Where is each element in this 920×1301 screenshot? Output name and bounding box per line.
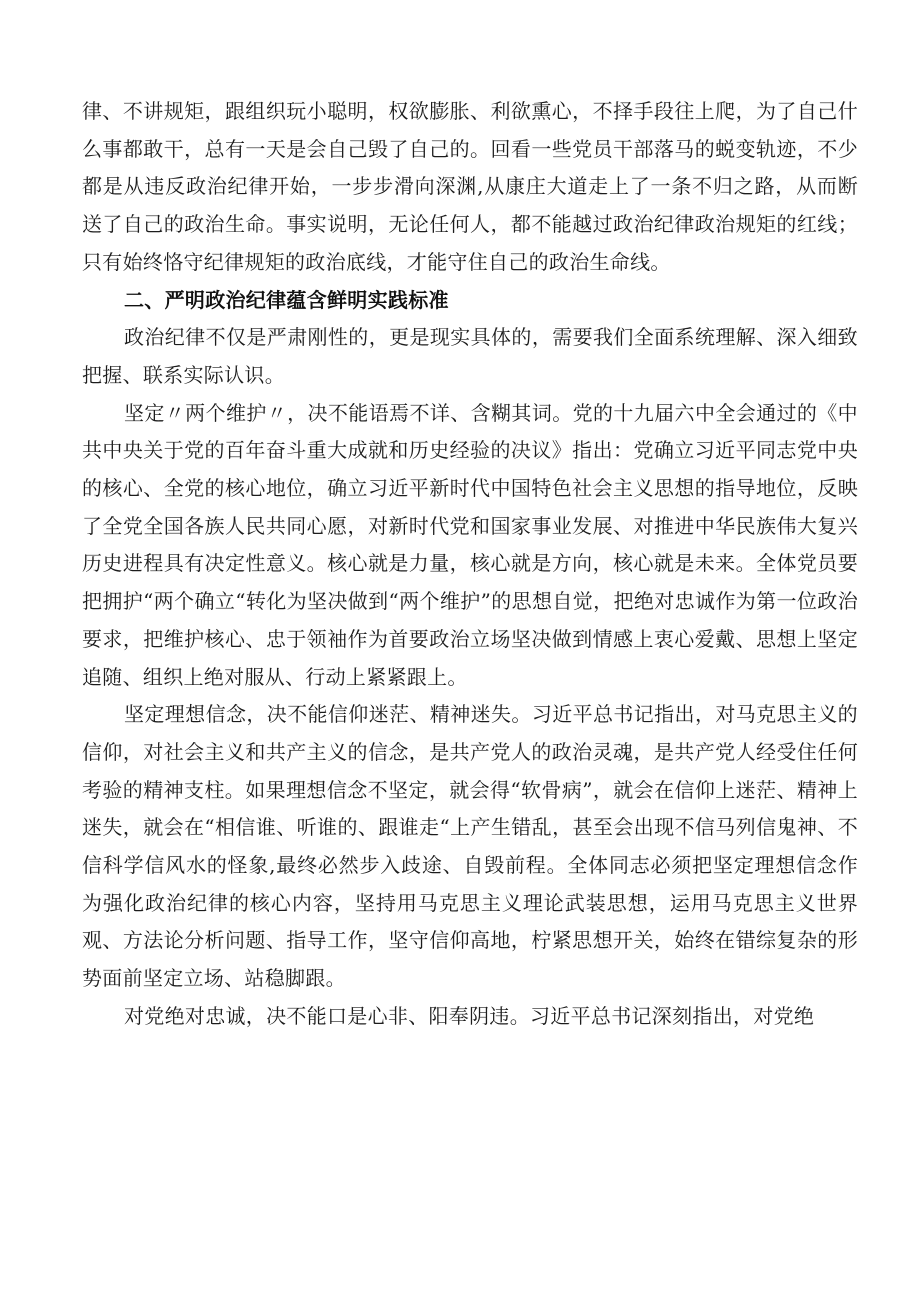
paragraph-discipline-intro: 政治纪律不仅是严肃刚性的，更是现实具体的，需要我们全面系统理解、深入细致把握、联系实际认识。	[82, 325, 858, 387]
paragraph-ideals-beliefs: 坚定理想信念，决不能信仰迷茫、精神迷失。习近平总书记指出，对马克思主义的信仰，对社会主义和共产主义的信念，是共产党人的政治灵魂，是共产党人经受住任何考验的精神支柱。如果理想信念不坚定，就会得“软骨病”，就会在信仰上迷茫、精神上迷失，就会在“相信谁、听谁的、跟谁走“上产生错乱，甚至会出现不信马列信鬼神、不信科学信风水的怪象,最终必然步入歧途、自毁前程。全体同志必须把坚定理想信念作为强化政治纪律的核心内容，坚持用马克思主义理论武装思想，运用马克思主义世界观、方法论分析问题、指导工作，坚守信仰高地，柠紧思想开关，始终在错综复杂的形势面前坚定立场、站稳脚跟。	[82, 702, 858, 991]
paragraph-two-safeguards: 坚定〃两个维护〃，决不能语焉不详、含糊其词。党的十九届六中全会通过的《中共中央关于党的百年奋斗重大成就和历史经验的决议》指出：党确立习近平同志党中央的核心、全党的核心地位，确立习近平新时代中国特色社会主义思想的指导地位，反映了全党全国各族人民共同心愿，对新时代党和国家事业发展、对推进中华民族伟大复兴历史进程具有决定性意义。核心就是力量，核心就是方向，核心就是未来。全体党员要把拥护“两个确立“转化为坚决做到“两个维护”的思想自觉，把绝对忠诚作为第一位政治要求，把维护核心、忠于领袖作为首要政治立场坚决做到情感上衷心爱戴、思想上坚定追随、组织上绝对服从、行动上紧紧跟上。	[82, 400, 858, 689]
paragraph-absolute-loyalty: 对党绝对忠诚，决不能口是心非、阳奉阴违。习近平总书记深刻指出，对党绝	[124, 1003, 815, 1028]
document-body	[82, 93, 858, 1036]
section-heading-two: 二、严明政治纪律蕴含鲜明实践标准	[124, 287, 449, 312]
paragraph-discipline-redline: 律、不讲规矩，跟组织玩小聪明，权欲膨胀、利欲熏心，不择手段往上爬，为了自己什么事都敢干，总有一天是会自己毁了自己的。回看一些党员干部落马的蜕变轨迹，不少都是从违反政治纪律开始，一步步滑向深渊,从康庄大道走上了一条不归之路，从而断送了自己的政治生命。事实说明，无论任何人，都不能越过政治纪律政治规矩的红线；只有始终恪守纪律规矩的政治底线，才能守住自己的政治生命线。	[82, 99, 858, 274]
